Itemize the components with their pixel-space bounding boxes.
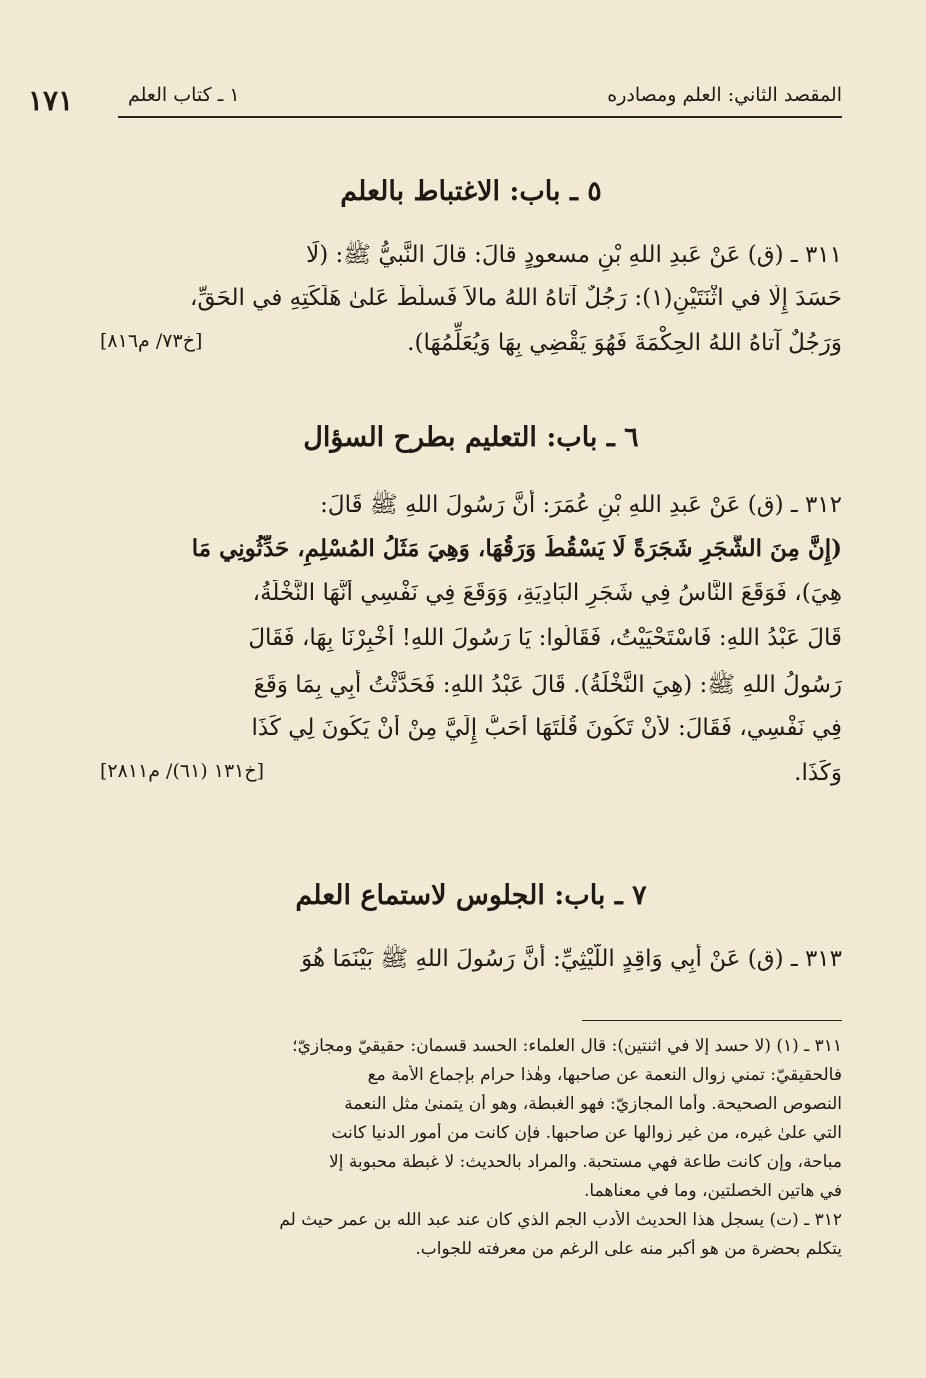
hadith-line: قَالَ عَبْدُ اللهِ: فَاسْتَحْيَيْتُ، فَقَالُوا: يَا رَسُولَ اللهِ! أَخْبِرْنَا بِهَا، فَقَالَ xyxy=(248,625,842,651)
hadith-line: هِيَ)، فَوَقَعَ النَّاسُ فِي شَجَرِ البَادِيَةِ، وَوَقَعَ فِي نَفْسِي أَنَّهَا النَّخْلَةُ، xyxy=(252,580,842,606)
hadith-line: ٣١٢ ـ (ق) عَنْ عَبدِ اللهِ بْنِ عُمَرَ: أَنَّ رَسُولَ اللهِ ﷺ قَالَ: xyxy=(320,492,842,518)
footnotes xyxy=(108,1036,842,1268)
hadith-line: وَكَذَا. xyxy=(794,760,842,786)
footnote-line: ٣١١ ـ (١) (لا حسد إلا في اثنتين): قال العلماء: الحسد قسمان: حقيقيّ ومجازيّ؛ xyxy=(292,1036,842,1056)
hadith-last-row xyxy=(100,760,842,805)
bab-heading: ٥ ـ باب: الاغتباط بالعلم xyxy=(340,176,602,207)
chapter-title: ١ ـ كتاب العلم xyxy=(128,84,240,106)
footnote-line: ٣١٢ ـ (ت) يسجل هذا الحديث الأدب الجم الذي كان عند عبد الله بن عمر حيث لم xyxy=(279,1210,842,1230)
hadith-line: رَسُولُ اللهِ ﷺ: (هِيَ النَّخْلَةُ). قَالَ عَبْدُ اللهِ: فَحَدَّثْتُ أَبِي بِمَا وَقَعَ xyxy=(253,672,842,698)
hadith-reference: [خ١٣١ (٦١)/ م٢٨١١] xyxy=(100,760,265,782)
section-title: المقصد الثاني: العلم ومصادره xyxy=(607,84,842,106)
footnote-line: مباحة، وإن كانت طاعة فهي مستحبة. والمراد بالحديث: لا غبطة محبوبة إلا xyxy=(329,1152,842,1172)
bab-heading: ٦ ـ باب: التعليم بطرح السؤال xyxy=(303,422,639,453)
footnote-line: فالحقيقيّ: تمني زوال النعمة عن صاحبها، وهٰذا حرام بإجماع الأمة مع xyxy=(367,1065,842,1085)
footnote-separator xyxy=(582,1020,842,1021)
footnote-line: النصوص الصحيحة. وأما المجازيّ: فهو الغبطة، وهو أن يتمنىٰ مثل النعمة xyxy=(344,1094,842,1114)
hadith-line: حَسَدَ إِلَّا في اثْنَتَيْنِ(١): رَجُلٌ آتاهُ اللهُ مالاً فَسلَّطَ عَلىٰ هَلَكَتِهِ في الحَقِّ، xyxy=(190,285,842,311)
footnote-line: في هاتين الخصلتين، وما في معناهما. xyxy=(584,1181,842,1201)
hadith-311 xyxy=(100,240,842,375)
footnote-line: يتكلم بحضرة من هو أكبر منه على الرغم من معرفته للجواب. xyxy=(415,1239,842,1259)
hadith-line: وَرَجُلٌ آتاهُ اللهُ الحِكْمَةَ فَهُوَ يَقْضِي بِهَا وَيُعَلِّمُهَا). xyxy=(407,330,842,356)
hadith-reference: [خ٧٣/ م٨١٦] xyxy=(100,330,203,352)
bab-heading: ٧ ـ باب: الجلوس لاستماع العلم xyxy=(295,880,647,911)
hadith-line: (إِنَّ مِنَ الشَّجَرِ شَجَرَةً لَا يَسْقُطُ وَرَقُهَا، وَهِيَ مَثَلُ المُسْلِمِ، حَدِّثُونِي مَا xyxy=(191,535,842,562)
hadith-line: ٣١٣ ـ (ق) عَنْ أَبِي وَاقِدٍ اللَّيْثِيِّ: أَنَّ رَسُولَ اللهِ ﷺ بَيْنَمَا هُوَ xyxy=(301,946,842,972)
hadith-line: ٣١١ ـ (ق) عَنْ عَبدِ اللهِ بْنِ مسعودٍ قالَ: قالَ النَّبيُّ ﷺ: (لَا xyxy=(306,242,842,268)
hadith-last-row xyxy=(100,330,842,375)
page-number: ١٧١ xyxy=(28,84,74,117)
hadith-line: فِي نَفْسِي، فَقَالَ: لأَنْ تَكُونَ قُلْتَهَا أَحَبُّ إِلَيَّ مِنْ أَنْ يَكُونَ لِي كَذَا xyxy=(251,715,842,741)
hadith-312 xyxy=(100,490,842,805)
footnote-line: التي علىٰ غيره، من غير زوالها عن صاحبها. فإن كانت من أمور الدنيا كانت xyxy=(331,1123,842,1143)
hadith-313 xyxy=(100,944,842,989)
running-header xyxy=(118,82,842,118)
